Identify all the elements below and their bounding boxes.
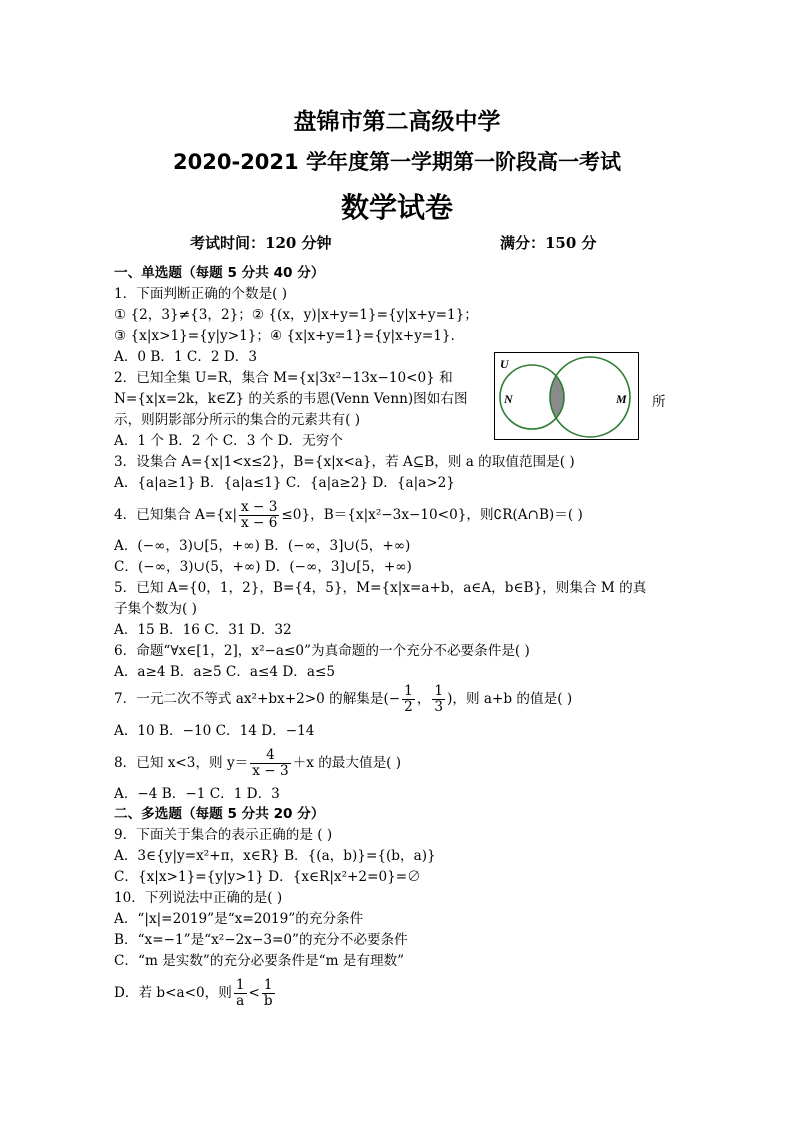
section-single-choice-heading: 一、单选题（每题 5 分共 40 分） — [114, 265, 325, 281]
q10-stem: 10．下列说法中正确的是( ) — [114, 890, 283, 906]
q10-fraction-2-num: 1 — [262, 978, 275, 994]
exam-score: 满分：150 分 — [500, 234, 597, 252]
q1-stem: 1．下面判断正确的个数是( ) — [114, 286, 288, 302]
venn-diagram — [494, 352, 639, 440]
section-multi-choice-heading: 二、多选题（每题 5 分共 20 分） — [114, 806, 325, 822]
q8-post: ＋x 的最大值是( ) — [292, 755, 402, 771]
q7-fraction-2-den: 3 — [434, 699, 444, 715]
q6-stem: 6．命题“∀x∈[1，2]，x²−a≤0”为真命题的一个充分不必要条件是( ) — [114, 643, 530, 659]
q9-options-cd: C．{x|x>1}={y|y>1} D．{x∈R|x²+2=0}=∅ — [114, 869, 421, 885]
q6-options: A．a≥4 B．a≥5 C．a≤4 D．a≤5 — [114, 664, 336, 680]
q1-line2: ① {2，3}≠{3，2}；② {(x，y)|x+y=1}={y|x+y=1}； — [114, 307, 478, 323]
q7-fraction-1 — [402, 684, 415, 715]
venn-label-n: N — [504, 392, 513, 406]
q7-fraction-2 — [432, 684, 445, 715]
q7-options: A．10 B．−10 C．14 D．−14 — [114, 723, 315, 739]
venn-label-m: M — [616, 392, 627, 406]
q10-fraction-1 — [234, 978, 247, 1009]
q4-pre: 4．已知集合 A={x| — [114, 507, 238, 523]
q8-options: A．−4 B．−1 C．1 D．3 — [114, 786, 280, 802]
q8-fraction-num: 4 — [250, 748, 290, 764]
q5-line1: 5．已知 A={0，1，2}，B={4，5}，M={x|x=a+b，a∈A，b∈B}，则集合 M 的真 — [114, 580, 647, 596]
q8-stem — [114, 748, 401, 779]
q4-options-ab: A．(−∞，3)∪[5，+∞) B．(−∞，3]∪(5，+∞) — [114, 538, 411, 554]
q7-pre: 7．一元二次不等式 ax²+bx+2>0 的解集是(− — [114, 691, 401, 707]
exam-time: 考试时间：120 分钟 — [190, 234, 332, 252]
q7-post: )，则 a+b 的值是( ) — [447, 691, 573, 707]
q10-fraction-1-num: 1 — [235, 977, 245, 993]
school-name: 盘锦市第二高级中学 — [293, 109, 501, 135]
q8-pre: 8．已知 x<3，则 y＝ — [114, 755, 249, 771]
q9-stem: 9．下面关于集合的表示正确的是 ( ) — [114, 827, 333, 843]
q2-suo-text: 所 — [652, 394, 666, 410]
q2-line1: 2．已知全集 U=R，集合 M={x|3x²−13x−10<0} 和 — [114, 370, 453, 386]
q7-fraction-2-num: 1 — [434, 683, 444, 699]
q8-fraction — [250, 748, 290, 779]
q10-fraction-2-den: b — [263, 993, 273, 1009]
q1-line3: ③ {x|x>1}={y|y>1}；④ {x|x+y=1}={y|x+y=1}． — [114, 328, 465, 344]
q10-fraction-1-den: a — [236, 993, 245, 1009]
q2-options: A．1 个 B．2 个 C．3 个 D．无穷个 — [114, 433, 343, 449]
q3-stem: 3．设集合 A={x|1<x≤2}，B={x|x<a}，若 A⊆B，则 a 的取值范围是( ) — [114, 454, 575, 470]
q7-stem — [114, 684, 572, 715]
exam-name: 2020-2021 学年度第一学期第一阶段高一考试 — [173, 150, 621, 174]
q7-fraction-1-num: 1 — [404, 683, 413, 699]
q7-fraction-1-den: 2 — [404, 699, 413, 715]
q4-post: ≤0}，B＝{x|x²−3x−10<0}，则∁R(A∩B)＝( ) — [281, 507, 583, 523]
q5-line2: 子集个数为( ) — [114, 601, 197, 617]
venn-label-u: U — [500, 357, 509, 371]
q3-options: A．{a|a≥1} B．{a|a≤1} C．{a|a≥2} D．{a|a>2} — [114, 475, 455, 491]
q10-option-a: A．“|x|=2019”是“x=2019”的充分条件 — [114, 911, 364, 927]
q10-option-d — [114, 978, 277, 1009]
q2-line2: N={x|x=2k，k∈Z} 的关系的韦恩(Venn Venn)图如右图 — [114, 391, 468, 407]
q10-option-c: C．“m 是实数”的充分必要条件是“m 是有理数” — [114, 953, 405, 969]
q4-fraction-den: x − 6 — [241, 515, 278, 531]
q4-fraction-num: x − 3 — [241, 499, 278, 515]
q4-stem — [114, 500, 583, 531]
q10-option-d-pre: D．若 b<a<0，则 — [114, 985, 232, 1001]
q5-options: A．15 B．16 C．31 D．32 — [114, 622, 292, 638]
q4-options-cd: C．(−∞，3)∪(5，+∞) D．(−∞，3]∪[5，+∞) — [114, 559, 412, 575]
q9-options-ab: A．3∈{y|y=x²+π，x∈R} B．{(a，b)}={(b，a)} — [114, 848, 436, 864]
q4-fraction — [239, 500, 279, 531]
q10-fraction-2 — [262, 978, 275, 1009]
q10-less-than: < — [248, 985, 260, 1001]
subject-title: 数学试卷 — [340, 191, 453, 224]
q2-line3: 示，则阴影部分所示的集合的元素共有( ) — [114, 412, 361, 428]
q1-options: A．0 B．1 C．2 D．3 — [114, 349, 258, 365]
q10-option-b: B．“x=−1”是“x²−2x−3=0”的充分不必要条件 — [114, 932, 408, 948]
q7-mid: ， — [416, 691, 431, 707]
q8-fraction-den: x − 3 — [252, 763, 289, 779]
